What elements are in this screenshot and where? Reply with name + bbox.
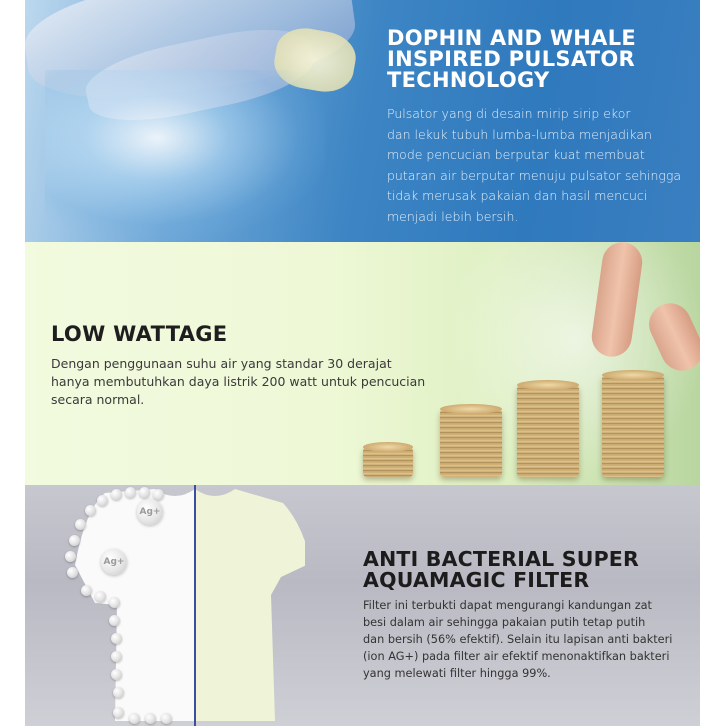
pulsator-description bbox=[387, 104, 697, 227]
pulsator-title bbox=[387, 28, 687, 91]
bubble-icon bbox=[111, 489, 122, 500]
low-wattage-description bbox=[51, 355, 431, 409]
description-line: mode pencucian berputar kuat membuat bbox=[387, 147, 645, 162]
bubble-icon bbox=[111, 669, 122, 680]
bubble-icon bbox=[85, 505, 96, 516]
bubble-icon bbox=[125, 487, 136, 498]
title-line: DOPHIN AND WHALE bbox=[387, 26, 637, 50]
bubble-icon bbox=[67, 567, 78, 578]
bubble-icon bbox=[139, 487, 150, 498]
low-wattage-title: LOW WATTAGE bbox=[51, 322, 228, 346]
bubble-icon bbox=[129, 713, 140, 724]
title-line: AQUAMAGIC FILTER bbox=[363, 568, 590, 592]
pulsator-section bbox=[25, 0, 700, 242]
tshirt-left-half bbox=[75, 489, 195, 721]
bubble-icon bbox=[81, 585, 92, 596]
bubble-icon bbox=[145, 713, 156, 724]
title-line: ANTI BACTERIAL SUPER bbox=[363, 547, 639, 571]
bubble-icon bbox=[65, 551, 76, 562]
description-line: tidak merusak pakaian dan hasil mencuci bbox=[387, 188, 648, 203]
description-line: Filter ini terbukti dapat mengurangi kandungan zat bbox=[363, 599, 652, 612]
coin-stack bbox=[440, 409, 502, 477]
coin-stack bbox=[602, 375, 664, 477]
bubble-icon bbox=[153, 489, 164, 500]
bubble-icon bbox=[109, 597, 120, 608]
coin-stack bbox=[517, 385, 579, 477]
description-line: dan bersih (56% efektif). Selain itu lapisan anti bakteri bbox=[363, 633, 673, 646]
anti-bacterial-title bbox=[363, 549, 639, 591]
title-line: TECHNOLOGY bbox=[387, 68, 550, 92]
tshirt-right-half bbox=[195, 489, 305, 721]
bubble-icon bbox=[113, 707, 124, 718]
description-line: yang melewati filter hingga 99%. bbox=[363, 667, 551, 680]
bubble-icon bbox=[113, 687, 124, 698]
bubble-icon bbox=[75, 519, 86, 530]
low-wattage-section bbox=[25, 242, 700, 485]
bubble-icon bbox=[109, 615, 120, 626]
description-line: dan lekuk tubuh lumba-lumba menjadikan bbox=[387, 126, 652, 142]
description-line: (ion AG+) pada filter air efektif menonaktifkan bakteri bbox=[363, 650, 670, 663]
description-line: menjadi lebih bersih. bbox=[387, 208, 519, 224]
coin-stack bbox=[363, 447, 413, 477]
description-line: Pulsator yang di desain mirip sirip ekor bbox=[387, 106, 631, 121]
ag-ion-bubble-icon: Ag+ bbox=[137, 499, 163, 525]
bubble-icon bbox=[95, 591, 106, 602]
ag-ion-bubble-icon: Ag+ bbox=[101, 549, 127, 575]
description-line: besi dalam air sehingga pakaian putih tetap putih bbox=[363, 616, 646, 629]
title-line: INSPIRED PULSATOR bbox=[387, 47, 635, 71]
anti-bacterial-section bbox=[25, 485, 700, 726]
description-line: putaran air berputar menuju pulsator sehingga bbox=[387, 167, 682, 183]
water-splash-illustration bbox=[45, 70, 325, 240]
anti-bacterial-description bbox=[363, 597, 683, 682]
bubble-icon bbox=[111, 633, 122, 644]
description-line: Dengan penggunaan suhu air yang standar 30 derajat bbox=[51, 356, 392, 371]
description-line: secara normal. bbox=[51, 392, 145, 407]
bubble-icon bbox=[97, 495, 108, 506]
description-line: hanya membutuhkan daya listrik 200 watt untuk pencucian bbox=[51, 374, 426, 389]
bubble-icon bbox=[111, 651, 122, 662]
bubble-icon bbox=[161, 713, 172, 724]
bubble-icon bbox=[69, 535, 80, 546]
